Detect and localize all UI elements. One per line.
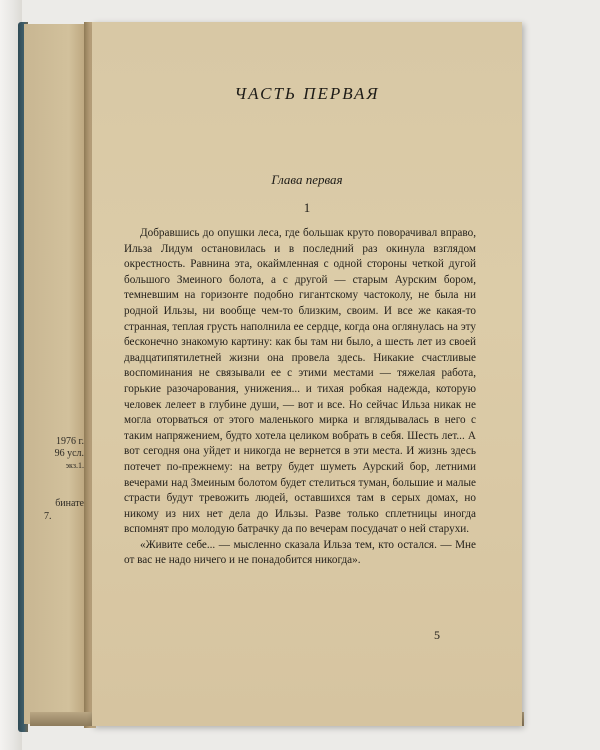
body-text [124, 226, 476, 569]
paragraph: Добравшись до опушки леса, где большак круто поворачивал вправо, Ильза Лидум остановилась и в последний раз окинула взглядом окрестность. Равнина эта, окаймленная с одной стороны четкой дугой большого Змеиного болота, а с другой — старым Аурским бором, темневшим на горизонте подобно гигантскому частоколу, не была ни родной Ильзы, ни вообще чем-то близким, своим. И все же какая-то странная, теплая грусть наполнила ее сердце, когда она оглянулась на эту бесконечно знакомую картину: как бы там ни было, а шесть лет из своей двадцатипятилетней жизни она провела здесь. Никакие счастливые воспоминания не связывали ее с этими местами — тяжелая работа, горькие разочарования, унижения... и тихая робкая надежда, которую человек лелеет в глубине души, — вот и все. Но сейчас Ильза никак не могла оторваться от этого маленького мирка и вглядывалась в него с таким напряжением, будто хотела целиком вобрать в себя. Шесть лет... А вот сегодня она уйдет и никогда не вернется в эти места. И жизнь здесь потечет по-прежнему: на ветру будет шуметь Аурский бор, летними вечерами над Змеиным болотом будет стелиться туман, большие и малые страсти будут тревожить людей, оставшихся там в серых домах, но никому из них нет дела до Ильзы. Разве только сплетницы иногда вспомнят про молодую батрачку да по вечерам посудачат о ней старухи. [124, 227, 476, 536]
left-page-text-fragment: экз.1. [65, 461, 84, 470]
section-number: 1 [303, 200, 311, 215]
left-page-text-fragment: 1976 г. [56, 436, 84, 447]
left-page-text-fragment: 96 усл. [54, 448, 84, 459]
paragraph: «Живите себе... — мысленно сказала Ильза тем, кто остался. — Мне от вас не надо ничего и не понадобится никогда». [124, 538, 476, 567]
left-page [24, 24, 88, 724]
chapter-title: Глава первая [271, 172, 343, 187]
right-page [92, 22, 522, 726]
left-page-text-fragment: 7. [44, 511, 52, 522]
left-page-text-fragment: бинате [55, 498, 84, 509]
part-title: ЧАСТЬ ПЕРВАЯ [234, 84, 380, 103]
page-number: 5 [434, 628, 440, 642]
